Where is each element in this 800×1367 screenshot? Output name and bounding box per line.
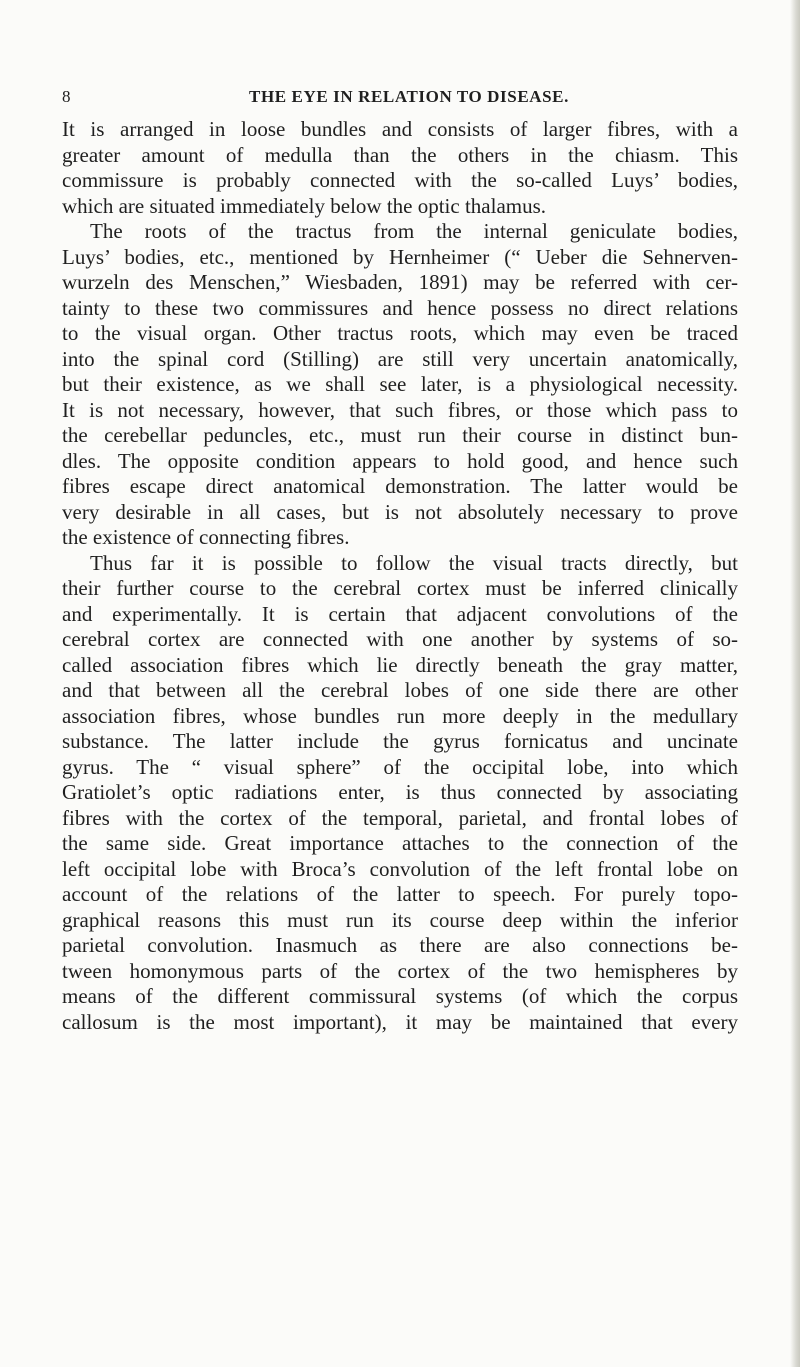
text-line: greater amount of medulla than the others in the chiasm. This: [62, 142, 738, 167]
text-line: association fibres, whose bundles run more deeply in the medullary: [62, 703, 738, 728]
body-text: [62, 117, 738, 1035]
text-line: means of the different commissural systems (of which the corpus: [62, 984, 738, 1008]
text-line: the cerebellar peduncles, etc., must run their course in distinct bun-: [62, 423, 738, 447]
text-line: called association fibres which lie directly beneath the gray matter,: [62, 652, 738, 677]
text-line: cerebral cortex are connected with one another by systems of so-: [62, 627, 738, 651]
text-line: It is not necessary, however, that such fibres, or those which pass to: [62, 397, 738, 422]
paragraph-first-line: The roots of the tractus from the internal geniculate bodies,: [90, 219, 738, 243]
text-line: substance. The latter include the gyrus fornicatus and uncinate: [62, 729, 738, 753]
text-line: their further course to the cerebral cortex must be inferred clinically: [62, 576, 738, 600]
text-line: graphical reasons this must run its course deep within the inferior: [62, 907, 738, 932]
page-number: 8: [62, 87, 72, 106]
text-line: It is arranged in loose bundles and consists of larger fibres, with a: [62, 117, 738, 141]
text-line: tainty to these two commissures and hence possess no direct relations: [62, 295, 738, 320]
text-line: tween homonymous parts of the cortex of the two hemispheres by: [62, 958, 738, 983]
text-line: fibres with the cortex of the temporal, parietal, and frontal lobes of: [62, 805, 738, 830]
text-line: very desirable in all cases, but is not absolutely necessary to prove: [62, 499, 738, 524]
text-line: fibres escape direct anatomical demonstration. The latter would be: [62, 474, 738, 498]
text-line: to the visual organ. Other tractus roots, which may even be traced: [62, 321, 738, 345]
text-line: into the spinal cord (Stilling) are still very uncertain anatomically,: [62, 346, 738, 371]
text-line: Luys’ bodies, etc., mentioned by Hernheimer (“ Ueber die Sehnerven-: [62, 244, 738, 269]
paragraph-first-line: Thus far it is possible to follow the visual tracts directly, but: [90, 550, 738, 575]
text-line: callosum is the most important), it may be maintained that every: [62, 1009, 738, 1034]
text-line: Gratiolet’s optic radiations enter, is thus connected by associating: [62, 780, 738, 804]
text-line: wurzeln des Menschen,” Wiesbaden, 1891) may be referred with cer-: [62, 270, 738, 294]
text-line: and experimentally. It is certain that adjacent convolutions of the: [62, 601, 738, 626]
text-line: the existence of connecting fibres.: [62, 525, 350, 549]
text-line: which are situated immediately below the optic thalamus.: [62, 193, 547, 218]
text-line: but their existence, as we shall see later, is a physiological necessity.: [62, 372, 738, 396]
page-edge-shadow: [790, 0, 800, 1367]
text-line: account of the relations of the latter to speech. For purely topo-: [62, 882, 738, 906]
page-header: [62, 87, 738, 113]
text-line: parietal convolution. Inasmuch as there are also connections be-: [62, 933, 738, 957]
text-line: dles. The opposite condition appears to hold good, and hence such: [62, 448, 738, 473]
text-line: left occipital lobe with Broca’s convolution of the left frontal lobe on: [62, 856, 738, 881]
running-title: THE EYE IN RELATION TO DISEASE.: [249, 87, 569, 106]
text-line: gyrus. The “ visual sphere” of the occipital lobe, into which: [62, 754, 738, 779]
text-line: the same side. Great importance attaches to the connection of the: [62, 831, 738, 855]
text-line: and that between all the cerebral lobes of one side there are other: [62, 678, 738, 702]
text-line: commissure is probably connected with the so-called Luys’ bodies,: [62, 168, 738, 192]
